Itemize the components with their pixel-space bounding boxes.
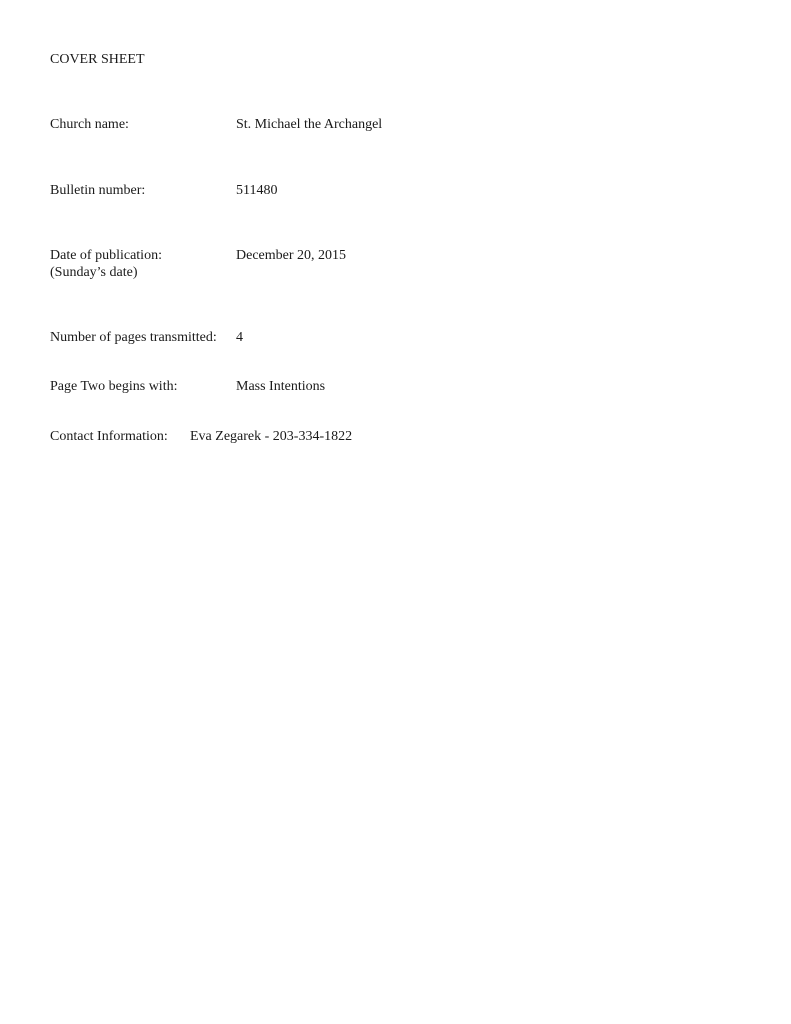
- pages-transmitted-label: Number of pages transmitted:: [50, 330, 217, 345]
- church-name-value: St. Michael the Archangel: [236, 117, 383, 132]
- page-title: COVER SHEET: [50, 52, 145, 67]
- church-name-label: Church name:: [50, 117, 129, 132]
- publication-date-label: Date of publication:: [50, 248, 162, 263]
- pages-transmitted-value: 4: [236, 330, 243, 345]
- bulletin-number-label: Bulletin number:: [50, 183, 146, 198]
- bulletin-number-value: 511480: [236, 183, 278, 198]
- page-two-value: Mass Intentions: [236, 379, 326, 394]
- publication-date-value: December 20, 2015: [236, 248, 347, 263]
- contact-label: Contact Information:: [50, 429, 168, 444]
- page-two-label: Page Two begins with:: [50, 379, 178, 394]
- contact-value: Eva Zegarek - 203-334-1822: [190, 429, 353, 444]
- publication-date-sublabel: (Sunday’s date): [50, 265, 138, 280]
